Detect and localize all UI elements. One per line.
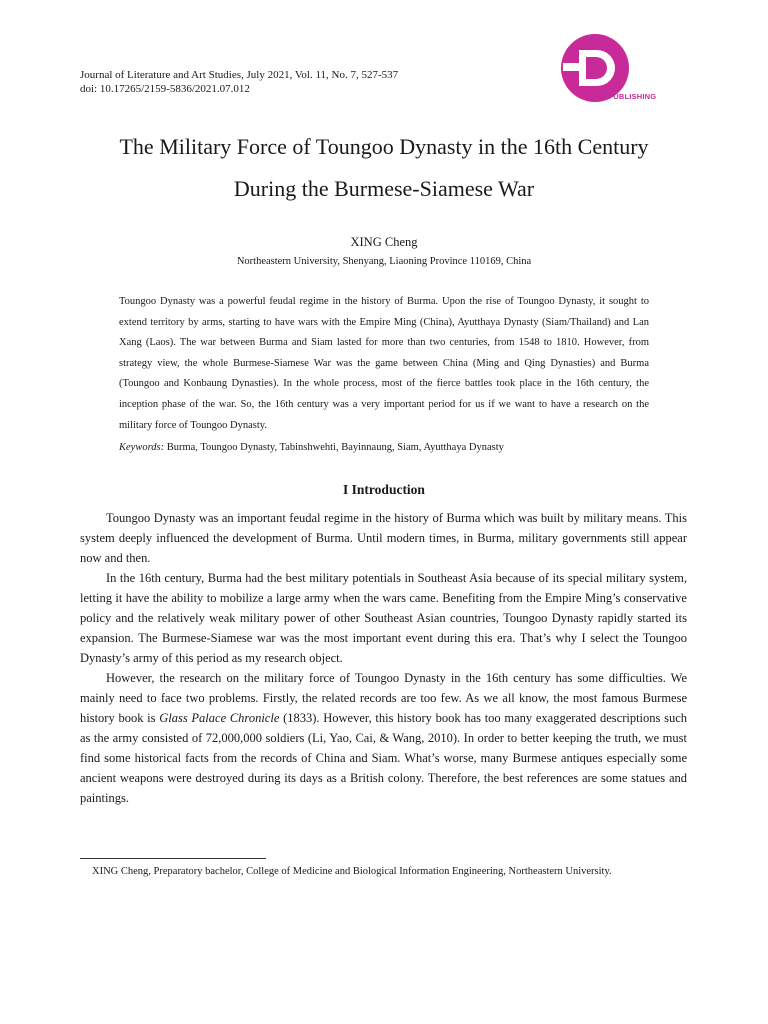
logo-text: DAVID PUBLISHING [582, 92, 657, 101]
david-publishing-logo [555, 34, 690, 106]
footnote: XING Cheng, Preparatory bachelor, College of Medicine and Biological Information Engineering, Northeastern University. [92, 866, 612, 877]
abstract: Toungoo Dynasty was a powerful feudal regime in the history of Burma. Upon the rise of Toungoo Dynasty, it sought to extend territory by arms, starting to have wars with the Empire Ming (China), Ayutthaya Dynasty (Siam/Thailand) and Lan Xang (Laos). The war between Burma and Siam lasted for more than two centuries, from 1548 to 1810. However, from strategy view, the whole Burmese-Siamese War was the game between China (Ming and Qing Dynasties) and Burma (Toungoo and Konbaung Dynasties). In the whole process, most of the fierce battles took place in the 16th century, the inception phase of the war. So, the 16th century was a very important period for us if we want to have a research on the military force of Toungoo Dynasty. [119, 296, 649, 431]
body-text [80, 508, 687, 808]
doi: doi: 10.17265/2159-5836/2021.07.012 [80, 83, 250, 95]
section-heading: I Introduction [343, 482, 425, 497]
author-affiliation: Northeastern University, Shenyang, Liaoning Province 110169, China [236, 256, 532, 267]
book-title: Glass Palace Chronicle [159, 711, 280, 725]
paragraph-3-part-1: However, the research on the military force of Toungoo Dynasty in the 16th century has some difficulties. We mainly need to face two problems. Firstly, the related records are too few. As we all know, the most famous Burmese history book is [80, 671, 687, 725]
title-line-2: During the Burmese-Siamese War [233, 176, 535, 201]
footnote-divider [80, 858, 266, 859]
keywords-label: Keywords: [119, 442, 165, 453]
paragraph-3-part-2: (1833). However, this history book has too many exaggerated descriptions such as the army consisted of 72,000,000 soldiers (Li, Yao, Cai, & Wang, 2010). In order to better keeping the truth, we must find some historical facts from the records of China and Siam. What’s worse, many Burmese antiques especially some ancient weapons were destroyed during its days as a British colony. Therefore, the best references are some statues and paintings. [80, 711, 688, 805]
author-name: XING Cheng [350, 235, 418, 249]
keywords-list: Burma, Toungoo Dynasty, Tabinshwehti, Bayinnaung, Siam, Ayutthaya Dynasty [166, 442, 504, 453]
title-line-1: The Military Force of Toungoo Dynasty in the 16th Century [119, 134, 649, 159]
paper-title [40, 126, 728, 210]
paragraph-1: Toungoo Dynasty was an important feudal regime in the history of Burma which was built by military means. This system deeply influenced the development of Burma. Until modern times, in Burma, military governments still appear now and then. [80, 511, 687, 565]
paragraph-3 [80, 668, 687, 808]
journal-info [80, 68, 398, 96]
journal-citation: Journal of Literature and Art Studies, July 2021, Vol. 11, No. 7, 527-537 [80, 69, 399, 81]
paragraph-2: In the 16th century, Burma had the best military potentials in Southeast Asia because of its special military system, letting it have the ability to mobilize a large army when the wars came. Benefiting from the Empire Ming’s conservative policy and the relatively weak military power of other Southeast Asian countries, Toungoo Dynasty rapidly started its expansion. The Burmese-Siamese war was the most important event during this era. That’s why I select the Toungoo Dynasty’s army of this period as my research object. [80, 571, 687, 665]
keywords [119, 442, 659, 453]
